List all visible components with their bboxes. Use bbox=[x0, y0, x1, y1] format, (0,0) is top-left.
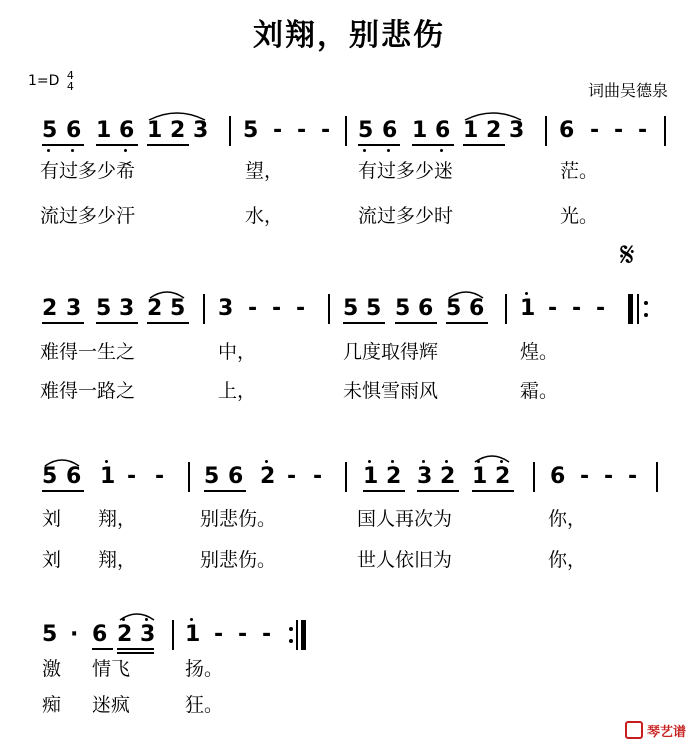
high-octave-dot bbox=[525, 292, 528, 295]
note: - bbox=[614, 118, 624, 143]
underline bbox=[412, 144, 454, 146]
high-octave-dot bbox=[368, 460, 371, 463]
note: 3 bbox=[417, 464, 433, 489]
note: 1 bbox=[363, 464, 379, 489]
underline bbox=[463, 144, 505, 146]
underline bbox=[117, 648, 154, 650]
slur bbox=[118, 610, 156, 622]
lyric-verse1: 翔， bbox=[98, 508, 137, 530]
high-octave-dot bbox=[391, 460, 394, 463]
low-octave-dot bbox=[47, 149, 50, 152]
note: - bbox=[604, 464, 614, 489]
lyric-verse1: 有过多少迷 bbox=[358, 160, 454, 182]
lyric-verse1: 激 bbox=[42, 658, 62, 680]
bar-line bbox=[345, 462, 347, 492]
underline bbox=[147, 322, 189, 324]
bar-line bbox=[505, 294, 507, 324]
lyric-verse2: 上， bbox=[218, 380, 257, 402]
note: 1 bbox=[463, 118, 479, 143]
lyric-verse1: 扬。 bbox=[185, 658, 224, 680]
lyric-verse1: 中， bbox=[218, 341, 257, 363]
lyric-verse2: 别悲伤。 bbox=[200, 549, 277, 571]
key-signature bbox=[28, 70, 74, 92]
lyric-verse2: 刘 bbox=[42, 549, 62, 571]
repeat-dot bbox=[644, 313, 648, 317]
note: 6 bbox=[66, 464, 82, 489]
slur bbox=[463, 110, 523, 122]
note: 6 bbox=[418, 296, 434, 321]
slur bbox=[148, 288, 186, 300]
underline bbox=[343, 322, 385, 324]
segno-icon: 𝄋 bbox=[620, 235, 635, 275]
lyric-verse1: 煌。 bbox=[520, 341, 559, 363]
lyric-verse1: 有过多少希 bbox=[40, 160, 136, 182]
lyric-verse1: 刘 bbox=[42, 508, 62, 530]
bar-line bbox=[345, 116, 347, 146]
note: 6 bbox=[119, 118, 135, 143]
brand-watermark bbox=[625, 721, 686, 740]
note: 5 bbox=[42, 622, 58, 647]
note: - bbox=[572, 296, 582, 321]
note: 5 bbox=[366, 296, 382, 321]
note: 6 bbox=[382, 118, 398, 143]
brand-text: 琴艺谱 bbox=[646, 725, 686, 740]
note: - bbox=[272, 296, 282, 321]
lyric-verse2: 流过多少时 bbox=[358, 205, 454, 227]
note: 2 bbox=[486, 118, 502, 143]
staff-line-3 bbox=[0, 466, 698, 496]
bar-line bbox=[664, 116, 666, 146]
note: - bbox=[321, 118, 331, 143]
underline bbox=[92, 648, 113, 650]
high-octave-dot bbox=[105, 460, 108, 463]
note: 5 bbox=[395, 296, 411, 321]
note: 5 bbox=[170, 296, 186, 321]
note: - bbox=[313, 464, 323, 489]
lyric-verse2: 你， bbox=[548, 549, 587, 571]
note: 3 bbox=[218, 296, 234, 321]
time-top: 4 bbox=[66, 69, 74, 82]
lyric-verse1: 望， bbox=[245, 160, 284, 182]
lyric-verse1: 难得一生之 bbox=[40, 341, 136, 363]
note: - bbox=[590, 118, 600, 143]
underline bbox=[96, 144, 138, 146]
bar-line bbox=[203, 294, 205, 324]
underline bbox=[96, 322, 138, 324]
time-signature bbox=[67, 70, 74, 92]
underline bbox=[42, 144, 84, 146]
note: - bbox=[214, 622, 224, 647]
note: 1 bbox=[147, 118, 163, 143]
lyric-verse2: 水， bbox=[245, 205, 284, 227]
note: 2 bbox=[260, 464, 276, 489]
note: - bbox=[580, 464, 590, 489]
bar-line bbox=[545, 116, 547, 146]
underline bbox=[117, 652, 154, 654]
note: 5 bbox=[204, 464, 220, 489]
underline bbox=[446, 322, 488, 324]
note: 6 bbox=[435, 118, 451, 143]
note: 5 bbox=[343, 296, 359, 321]
note: 6 bbox=[469, 296, 485, 321]
note: 2 bbox=[147, 296, 163, 321]
note: - bbox=[155, 464, 165, 489]
note: - bbox=[596, 296, 606, 321]
note: - bbox=[548, 296, 558, 321]
underline bbox=[472, 490, 514, 492]
lyric-verse2: 翔， bbox=[98, 549, 137, 571]
time-bottom: 4 bbox=[66, 80, 74, 93]
note: 1 bbox=[412, 118, 428, 143]
repeat-bar-thick bbox=[628, 294, 633, 324]
note: 1 bbox=[185, 622, 201, 647]
note: 2 bbox=[42, 296, 58, 321]
repeat-bar-thick bbox=[301, 620, 306, 650]
slur bbox=[447, 288, 485, 300]
note: 2 bbox=[117, 622, 133, 647]
bar-line bbox=[533, 462, 535, 492]
lyric-verse2: 狂。 bbox=[185, 694, 224, 716]
lyric-verse2: 流过多少汗 bbox=[40, 205, 136, 227]
repeat-dot bbox=[289, 639, 293, 643]
staff-line-2 bbox=[0, 298, 698, 328]
lyric-verse2: 迷疯 bbox=[92, 694, 131, 716]
staff-line-1 bbox=[0, 120, 698, 150]
key-label: 1=D bbox=[28, 73, 60, 89]
repeat-bar-thin bbox=[296, 620, 298, 650]
song-title: 刘翔，别悲伤 bbox=[253, 18, 445, 53]
slur bbox=[147, 110, 207, 122]
underline bbox=[147, 144, 189, 146]
note: 6 bbox=[559, 118, 575, 143]
note: - bbox=[273, 118, 283, 143]
note: 6 bbox=[550, 464, 566, 489]
bar-line bbox=[172, 620, 174, 650]
note: · bbox=[70, 622, 79, 647]
note: 3 bbox=[140, 622, 156, 647]
note: 1 bbox=[96, 118, 112, 143]
underline bbox=[42, 322, 84, 324]
note: 5 bbox=[42, 464, 58, 489]
low-octave-dot bbox=[71, 149, 74, 152]
slur bbox=[43, 456, 81, 468]
note: 6 bbox=[92, 622, 108, 647]
note: 6 bbox=[228, 464, 244, 489]
note: 3 bbox=[509, 118, 525, 143]
slur bbox=[473, 452, 511, 464]
note: 2 bbox=[440, 464, 456, 489]
high-octave-dot bbox=[445, 460, 448, 463]
note: 1 bbox=[520, 296, 536, 321]
lyric-verse1: 茫。 bbox=[560, 160, 599, 182]
underline bbox=[42, 490, 84, 492]
repeat-bar-thin bbox=[637, 294, 639, 324]
credit-text: 词曲吴德泉 bbox=[587, 81, 668, 100]
note: 1 bbox=[100, 464, 116, 489]
note: 2 bbox=[386, 464, 402, 489]
underline bbox=[395, 322, 437, 324]
high-octave-dot bbox=[422, 460, 425, 463]
note: 5 bbox=[446, 296, 462, 321]
note: - bbox=[238, 622, 248, 647]
lyric-verse1: 情飞 bbox=[92, 658, 131, 680]
note: 6 bbox=[66, 118, 82, 143]
lyric-verse1: 你， bbox=[548, 508, 587, 530]
low-octave-dot bbox=[124, 149, 127, 152]
lyric-verse1: 几度取得辉 bbox=[343, 341, 439, 363]
repeat-dot bbox=[644, 301, 648, 305]
note: 2 bbox=[495, 464, 511, 489]
bar-line bbox=[188, 462, 190, 492]
note: - bbox=[127, 464, 137, 489]
bar-line bbox=[656, 462, 658, 492]
low-octave-dot bbox=[387, 149, 390, 152]
lyric-verse2: 痴 bbox=[42, 694, 62, 716]
note: 3 bbox=[193, 118, 209, 143]
bar-line bbox=[229, 116, 231, 146]
high-octave-dot bbox=[265, 460, 268, 463]
underline bbox=[358, 144, 400, 146]
note: 3 bbox=[119, 296, 135, 321]
lyric-verse2: 难得一路之 bbox=[40, 380, 136, 402]
lyric-verse1: 国人再次为 bbox=[357, 508, 453, 530]
note: 5 bbox=[243, 118, 259, 143]
note: - bbox=[297, 118, 307, 143]
note: 3 bbox=[66, 296, 82, 321]
underline bbox=[204, 490, 246, 492]
note: - bbox=[287, 464, 297, 489]
note: 1 bbox=[472, 464, 488, 489]
note: - bbox=[628, 464, 638, 489]
note: - bbox=[262, 622, 272, 647]
lyric-verse1: 别悲伤。 bbox=[200, 508, 277, 530]
note: - bbox=[296, 296, 306, 321]
note: - bbox=[248, 296, 258, 321]
underline bbox=[363, 490, 405, 492]
low-octave-dot bbox=[363, 149, 366, 152]
high-octave-dot bbox=[190, 618, 193, 621]
note: 5 bbox=[42, 118, 58, 143]
note: - bbox=[638, 118, 648, 143]
lyric-verse2: 光。 bbox=[560, 205, 599, 227]
low-octave-dot bbox=[440, 149, 443, 152]
underline bbox=[417, 490, 459, 492]
note: 5 bbox=[358, 118, 374, 143]
bar-line bbox=[328, 294, 330, 324]
repeat-dot bbox=[289, 627, 293, 631]
note: 2 bbox=[170, 118, 186, 143]
brand-logo-icon bbox=[625, 721, 643, 739]
staff-line-4 bbox=[0, 624, 698, 654]
lyric-verse2: 世人依旧为 bbox=[357, 549, 453, 571]
lyric-verse2: 未惧雪雨风 bbox=[343, 380, 439, 402]
note: 5 bbox=[96, 296, 112, 321]
lyric-verse2: 霜。 bbox=[520, 380, 559, 402]
